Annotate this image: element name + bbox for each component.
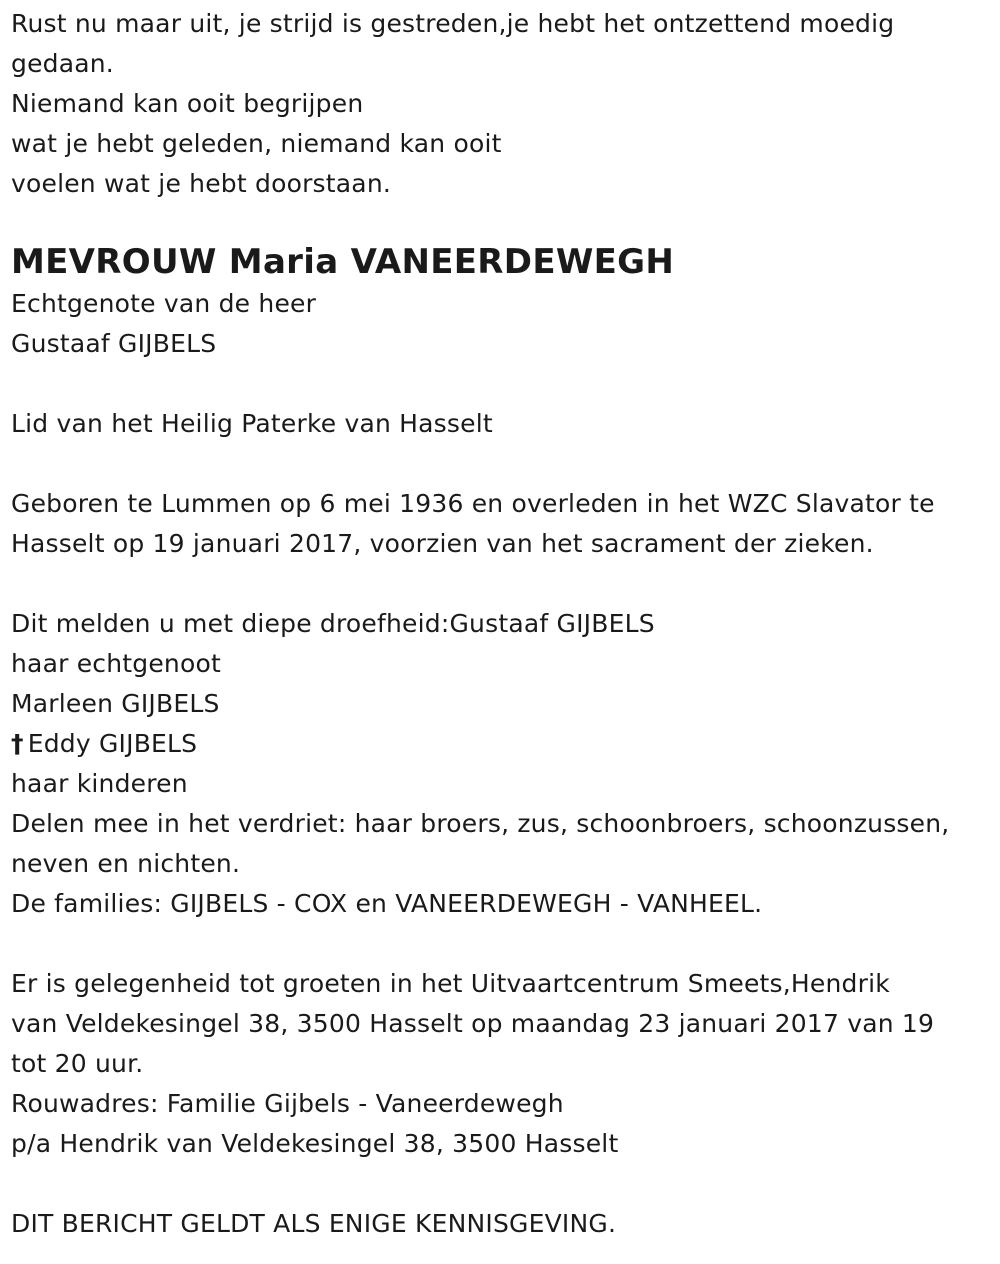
spacer (11, 364, 996, 404)
visitation-line: Er is gelegenheid tot groeten in het Uitvaartcentrum Smeets,Hendrik (11, 969, 890, 998)
child-name-deceased (11, 724, 996, 764)
birth-death-line: Geboren te Lummen op 6 mei 1936 en overleden in het WZC Slavator te (11, 489, 935, 518)
child-name: Marleen GIJBELS (11, 689, 220, 718)
relatives-line: Delen mee in het verdriet: haar broers, zus, schoonbroers, schoonzussen, (11, 809, 950, 838)
mourning-address: p/a Hendrik van Veldekesingel 38, 3500 Hasselt (11, 1129, 619, 1158)
poem-line: Rust nu maar uit, je strijd is gestreden,je hebt het ontzettend moedig (11, 9, 895, 38)
children-role: haar kinderen (11, 769, 188, 798)
spacer (11, 444, 996, 484)
cross-icon: † (11, 729, 24, 758)
poem-line: voelen wat je hebt doorstaan. (11, 169, 392, 198)
poem-line: wat je hebt geleden, niemand kan ooit (11, 129, 502, 158)
deceased-name: MEVROUW Maria VANEERDEWEGH (11, 242, 675, 282)
child-name: Eddy GIJBELS (27, 729, 198, 758)
official-notice: DIT BERICHT GELDT ALS ENIGE KENNISGEVING. (11, 1209, 617, 1238)
spacer (11, 1164, 996, 1204)
spouse-role: haar echtgenoot (11, 649, 221, 678)
relatives-line: neven en nichten. (11, 849, 241, 878)
spacer (11, 564, 996, 604)
birth-death-line: Hasselt op 19 januari 2017, voorzien van het sacrament der zieken. (11, 529, 874, 558)
visitation-line: van Veldekesingel 38, 3500 Hasselt op maandag 23 januari 2017 van 19 (11, 1009, 935, 1038)
announcement-intro: Dit melden u met diepe droefheid:Gustaaf GIJBELS (11, 609, 655, 638)
mourning-address: Rouwadres: Familie Gijbels - Vaneerdewegh (11, 1089, 564, 1118)
visitation-line: tot 20 uur. (11, 1049, 144, 1078)
poem (11, 4, 996, 204)
spouse-line: Echtgenote van de heer (11, 289, 317, 318)
membership: Lid van het Heilig Paterke van Hasselt (11, 409, 493, 438)
families-line: De families: GIJBELS - COX en VANEERDEWEGH - VANHEEL. (11, 889, 763, 918)
spouse-name: Gustaaf GIJBELS (11, 329, 217, 358)
poem-line: Niemand kan ooit begrijpen (11, 89, 364, 118)
spacer (11, 924, 996, 964)
poem-line: gedaan. (11, 49, 114, 78)
obituary-notice (11, 4, 996, 1244)
